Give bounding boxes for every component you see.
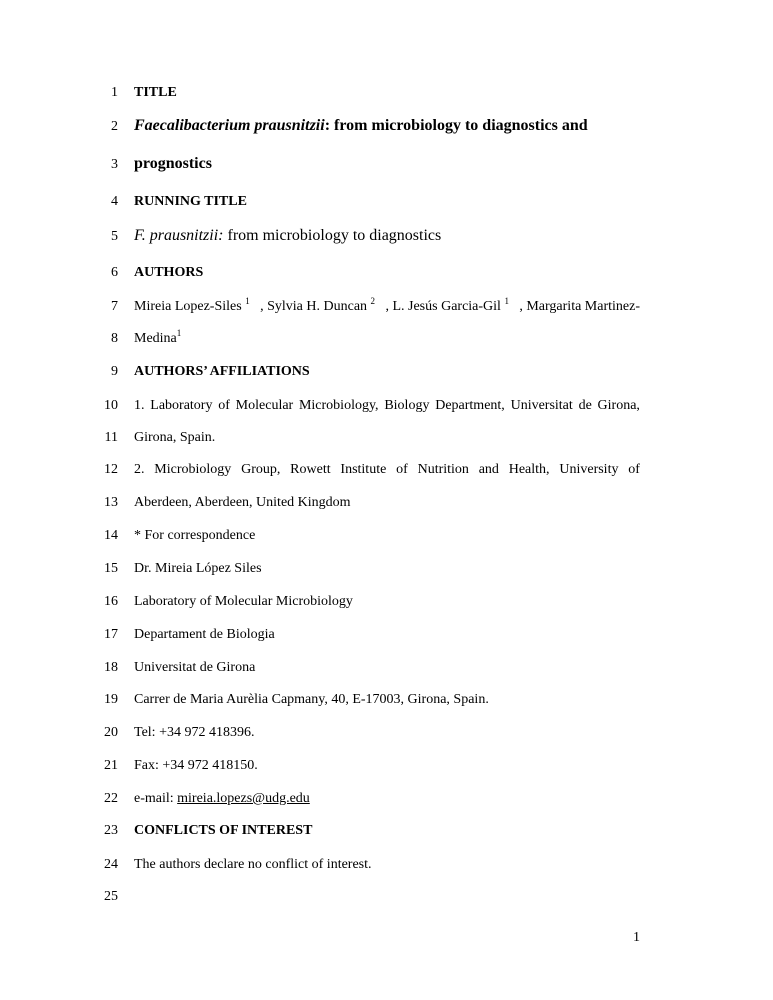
line-number: 17 bbox=[104, 627, 118, 642]
affiliation-1-line-1 bbox=[134, 398, 640, 414]
word: Microbiology bbox=[154, 462, 232, 477]
correspondence-name: Dr. Mireia López Siles bbox=[134, 561, 262, 576]
email-link[interactable]: mireia.lopezs@udg.edu bbox=[177, 791, 310, 806]
line-number: 6 bbox=[111, 265, 118, 280]
running-title-text: from microbiology to diagnostics bbox=[223, 227, 442, 244]
line-number: 15 bbox=[104, 561, 118, 576]
word: of bbox=[628, 462, 640, 477]
word: 1. bbox=[134, 398, 145, 413]
line-number: 12 bbox=[104, 462, 118, 477]
section-heading-title: TITLE bbox=[134, 85, 177, 100]
species-abbrev: F. prausnitzii: bbox=[134, 227, 224, 244]
page-number: 1 bbox=[633, 930, 640, 945]
line-number: 2 bbox=[111, 119, 118, 134]
line-number: 4 bbox=[111, 194, 118, 209]
word: de bbox=[578, 398, 592, 413]
authors-line-1 bbox=[134, 296, 640, 315]
line-number: 7 bbox=[111, 299, 118, 314]
affiliation-1-line-2: Girona, Spain. bbox=[134, 430, 216, 445]
section-heading-running-title: RUNNING TITLE bbox=[134, 194, 247, 209]
author-1: Mireia Lopez-Siles $^1$ bbox=[134, 296, 250, 314]
correspondence-label: * For correspondence bbox=[134, 528, 256, 543]
word: Laboratory bbox=[150, 398, 213, 413]
word: 2. bbox=[134, 462, 145, 477]
line-number: 16 bbox=[104, 594, 118, 609]
article-title-line-2: prognostics bbox=[134, 155, 212, 172]
line-number: 24 bbox=[104, 857, 118, 872]
section-heading-affiliations: AUTHORS’ AFFILIATIONS bbox=[134, 364, 310, 379]
correspondence-department: Departament de Biologia bbox=[134, 627, 275, 642]
line-number: 23 bbox=[104, 823, 118, 838]
conflicts-statement: The authors declare no conflict of interest. bbox=[134, 857, 372, 872]
word: and bbox=[478, 462, 499, 477]
author-3: , L. Jesús Garcia-Gil $^1$ bbox=[385, 296, 509, 314]
correspondence-address: Carrer de Maria Aurèlia Capmany, 40, E-17003, Girona, Spain. bbox=[134, 692, 489, 707]
authors-line-2: Medina$^1$ bbox=[134, 328, 182, 346]
line-number: 25 bbox=[104, 889, 118, 904]
line-number: 10 bbox=[104, 398, 118, 413]
correspondence-fax: Fax: +34 972 418150. bbox=[134, 758, 258, 773]
affiliation-2-line-1 bbox=[134, 462, 640, 478]
species-name: Faecalibacterium prausnitzii bbox=[134, 117, 325, 134]
line-number: 8 bbox=[111, 331, 118, 346]
line-number: 20 bbox=[104, 725, 118, 740]
line-number: 22 bbox=[104, 791, 118, 806]
author-2: , Sylvia H. Duncan $^2$ bbox=[260, 296, 376, 314]
line-number: 14 bbox=[104, 528, 118, 543]
section-heading-conflicts: CONFLICTS OF INTEREST bbox=[134, 823, 313, 838]
correspondence-lab: Laboratory of Molecular Microbiology bbox=[134, 594, 353, 609]
word: University bbox=[559, 462, 619, 477]
line-number: 18 bbox=[104, 660, 118, 675]
author-4: , Margarita Martinez- bbox=[519, 299, 640, 314]
word: Institute bbox=[340, 462, 387, 477]
line-number: 9 bbox=[111, 364, 118, 379]
running-title bbox=[134, 228, 640, 244]
word: Universitat bbox=[510, 398, 573, 413]
article-title-line-1 bbox=[134, 118, 640, 134]
word: Girona, bbox=[597, 398, 640, 413]
line-number: 19 bbox=[104, 692, 118, 707]
line-number: 3 bbox=[111, 157, 118, 172]
line-number: 11 bbox=[104, 430, 118, 445]
word: Nutrition bbox=[417, 462, 469, 477]
correspondence-tel: Tel: +34 972 418396. bbox=[134, 725, 255, 740]
word: of bbox=[396, 462, 408, 477]
word: Biology bbox=[384, 398, 430, 413]
word: Microbiology, bbox=[298, 398, 379, 413]
line-number: 13 bbox=[104, 495, 118, 510]
word: of bbox=[218, 398, 230, 413]
word: Department, bbox=[435, 398, 505, 413]
section-heading-authors: AUTHORS bbox=[134, 265, 204, 280]
affiliation-2-line-2: Aberdeen, Aberdeen, United Kingdom bbox=[134, 495, 351, 510]
line-number: 5 bbox=[111, 229, 118, 244]
title-text: : from microbiology to diagnostics and bbox=[324, 117, 588, 134]
line-number: 1 bbox=[111, 85, 118, 100]
correspondence-email: e-mail: mireia.lopezs@udg.edu bbox=[134, 791, 310, 806]
word: Molecular bbox=[235, 398, 294, 413]
word: Health, bbox=[508, 462, 550, 477]
word: Group, bbox=[241, 462, 281, 477]
word: Rowett bbox=[290, 462, 331, 477]
line-number: 21 bbox=[104, 758, 118, 773]
correspondence-university: Universitat de Girona bbox=[134, 660, 256, 675]
